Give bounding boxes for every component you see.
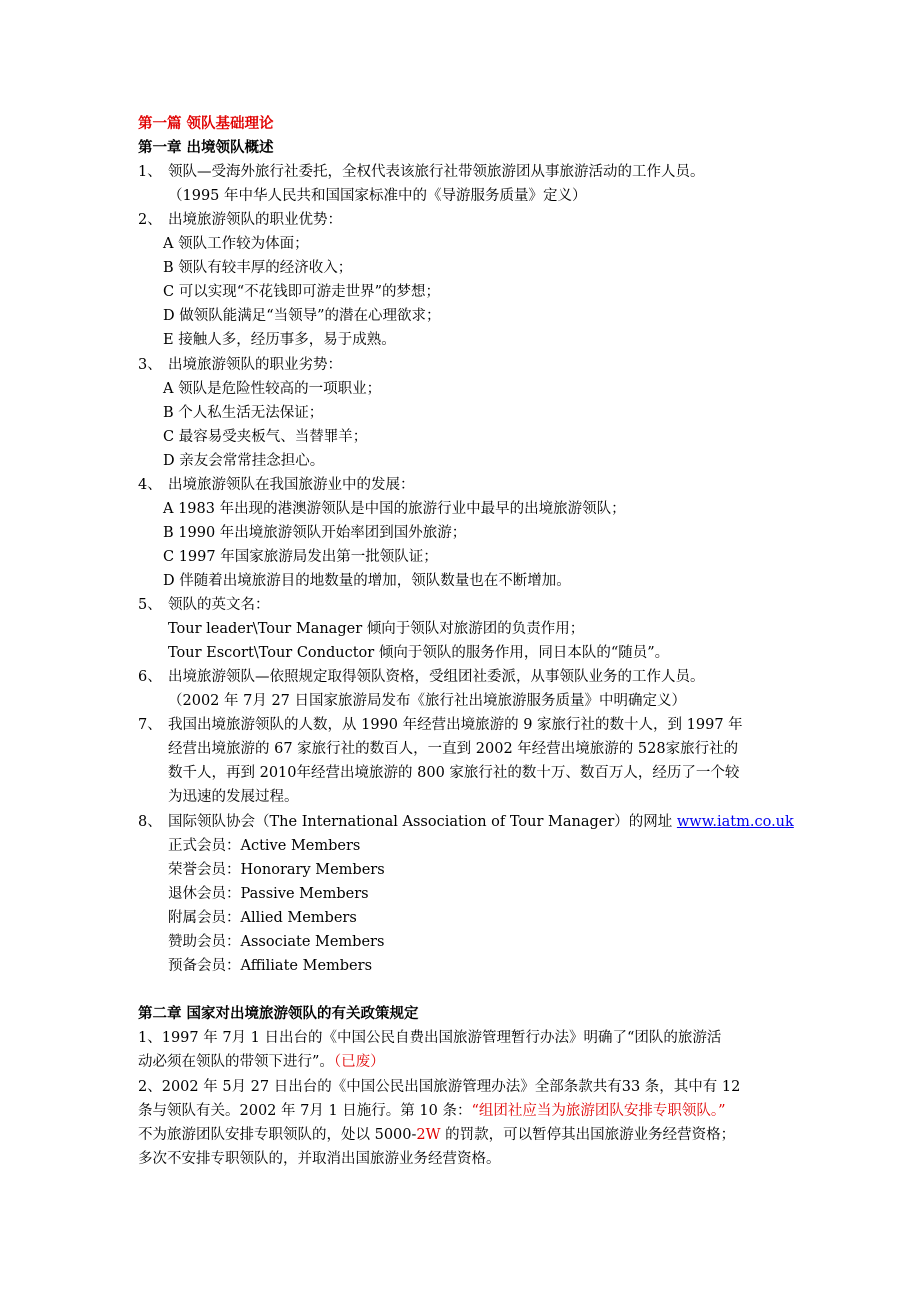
paragraph-line: 2、2002 年 5月 27 日出台的《中国公民出国旅游管理办法》全部条款共有33 条，其中有 12 — [138, 1079, 741, 1095]
sub-item: Tour leader\Tour Manager 倾向于领队对旅游团的负责作用； — [168, 621, 585, 637]
sub-item: A 领队是危险性较高的一项职业； — [163, 381, 382, 397]
sub-item: C 可以实现“不花钱即可游走世界”的梦想； — [163, 284, 441, 300]
sub-item: Tour Escort\Tour Conductor 倾向于领队的服务作用，同日本队的“随员”。 — [168, 645, 670, 661]
sub-item: C 最容易受夹板气、当替罪羊； — [163, 429, 368, 445]
member-item: 预备会员：Affiliate Members — [168, 958, 373, 974]
sub-item: A 领队工作较为体面； — [163, 236, 309, 252]
member-item: 荣誉会员：Honorary Members — [168, 862, 385, 878]
part-title: 第一篇 领队基础理论 — [138, 116, 274, 132]
sub-item: C 1997 年国家旅游局发出第一批领队证； — [163, 549, 438, 565]
sub-item: D 伴随着出境旅游目的地数量的增加，领队数量也在不断增加。 — [163, 573, 571, 589]
item7-line: 经营出境旅游的 67 家旅行社的数百人，一直到 2002 年经营出境旅游的 528家旅行社的 — [168, 741, 739, 757]
sub-item: D 做领队能满足“当领导”的潜在心理欲求； — [163, 308, 441, 324]
highlight-quote: “组团社应当为旅游团队安排专职领队。” — [471, 1103, 726, 1119]
item6-note: （2002 年 7月 27 日国家旅游局发布《旅行社出境旅游服务质量》中明确定义） — [168, 693, 687, 709]
list-item: 1、 领队—受海外旅行社委托，全权代表该旅行社带领旅游团从事旅游活动的工作人员。 — [138, 164, 705, 180]
fine-amount: 2W — [416, 1127, 441, 1143]
member-item: 赞助会员：Associate Members — [168, 934, 385, 950]
paragraph-line: 1、1997 年 7月 1 日出台的《中国公民自费出国旅游管理暂行办法》明确了“团队的旅游活 — [138, 1030, 722, 1046]
list-item: 5、 领队的英文名： — [138, 597, 270, 613]
sub-item: D 亲友会常常挂念担心。 — [163, 453, 325, 469]
list-item: 2、 出境旅游领队的职业优势： — [138, 212, 342, 228]
list-item: 6、 出境旅游领队—依照规定取得领队资格，受组团社委派，从事领队业务的工作人员。 — [138, 669, 705, 685]
paragraph-line: 不为旅游团队安排专职领队的，处以 5000-2W 的罚款，可以暂停其出国旅游业务经营资格； — [138, 1127, 736, 1143]
list-item: 7、 我国出境旅游领队的人数，从 1990 年经营出境旅游的 9 家旅行社的数十人，到 1997 年 — [138, 717, 743, 733]
paragraph-line: 条与领队有关。2002 年 7月 1 日施行。第 10 条：“组团社应当为旅游团队安排专职领队。” — [138, 1103, 726, 1119]
chapter2-title: 第二章 国家对出境旅游领队的有关政策规定 — [138, 1006, 419, 1022]
list-item: 8、 国际领队协会（The International Association of Tour Manager）的网址 www.iatm.co.uk — [138, 814, 794, 830]
member-item: 退休会员：Passive Members — [168, 886, 369, 902]
list-item: 3、 出境旅游领队的职业劣势： — [138, 357, 342, 373]
member-item: 附属会员：Allied Members — [168, 910, 357, 926]
paragraph-line: 多次不安排专职领队的，并取消出国旅游业务经营资格。 — [138, 1151, 501, 1167]
item7-line: 数千人，再到 2010年经营出境旅游的 800 家旅行社的数十万、数百万人，经历了一个较 — [168, 765, 740, 781]
sub-item: B 领队有较丰厚的经济收入； — [163, 260, 353, 276]
sub-item: B 1990 年出境旅游领队开始率团到国外旅游； — [163, 525, 467, 541]
chapter1-title: 第一章 出境领队概述 — [138, 140, 274, 156]
sub-item: E 接触人多，经历事多，易于成熟。 — [163, 332, 396, 348]
item7-line: 为迅速的发展过程。 — [168, 789, 299, 805]
iatm-link[interactable]: www.iatm.co.uk — [676, 814, 794, 830]
sub-item: B 个人私生活无法保证； — [163, 405, 324, 421]
item1-note: （1995 年中华人民共和国国家标准中的《导游服务质量》定义） — [168, 188, 587, 204]
sub-item: A 1983 年出现的港澳游领队是中国的旅游行业中最早的出境旅游领队； — [163, 501, 626, 517]
paragraph-line: 动必须在领队的带领下进行”。（已废） — [138, 1054, 385, 1070]
member-item: 正式会员：Active Members — [168, 838, 361, 854]
list-item: 4、 出境旅游领队在我国旅游业中的发展： — [138, 477, 415, 493]
abolished-note: （已废） — [333, 1054, 385, 1070]
